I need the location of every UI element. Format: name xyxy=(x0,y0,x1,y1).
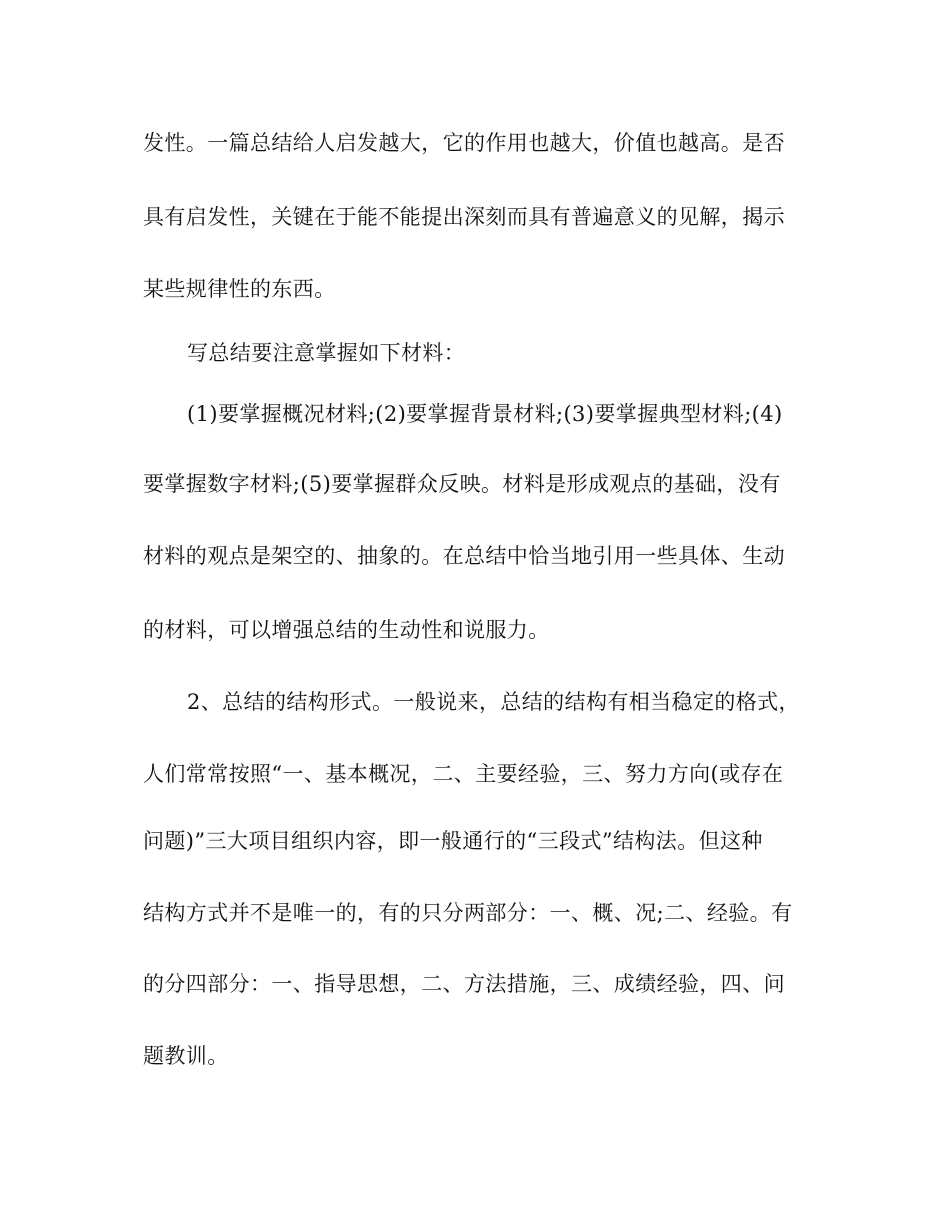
paragraph-line: 写总结要注意掌握如下材料： xyxy=(187,341,466,365)
paragraph-line: 某些规律性的东西。 xyxy=(143,277,336,301)
paragraph-line: 人们常常按照“一、基本概况，二、主要经验，三、努力方向(或存在 xyxy=(143,762,784,786)
paragraph-line: 结构方式并不是唯一的，有的只分两部分：一、概、况;二、经验。有 xyxy=(143,901,793,925)
paragraph-line: 发性。一篇总结给人启发越大，它的作用也越大，价值也越高。是否 xyxy=(143,131,785,155)
paragraph-line: 的材料，可以增强总结的生动性和说服力。 xyxy=(143,618,550,642)
paragraph-line: (1)要掌握概况材料;(2)要掌握背景材料;(3)要掌握典型材料;(4) xyxy=(187,402,783,426)
paragraph-line: 的分四部分：一、指导思想，二、方法措施，三、成绩经验，四、问 xyxy=(143,972,785,996)
paragraph-line: 材料的观点是架空的、抽象的。在总结中恰当地引用一些具体、生动 xyxy=(143,544,785,568)
paragraph-line: 具有启发性，关键在于能不能提出深刻而具有普遍意义的见解，揭示 xyxy=(143,205,785,229)
paragraph-line: 问题)”三大项目组织内容，即一般通行的“三段式”结构法。但这种 xyxy=(143,829,763,853)
paragraph-line: 2、总结的结构形式。一般说来，总结的结构有相当稳定的格式， xyxy=(187,690,800,714)
paragraph-line: 题教训。 xyxy=(143,1044,229,1068)
paragraph-line: 要掌握数字材料;(5)要掌握群众反映。材料是形成观点的基础，没有 xyxy=(143,472,781,496)
